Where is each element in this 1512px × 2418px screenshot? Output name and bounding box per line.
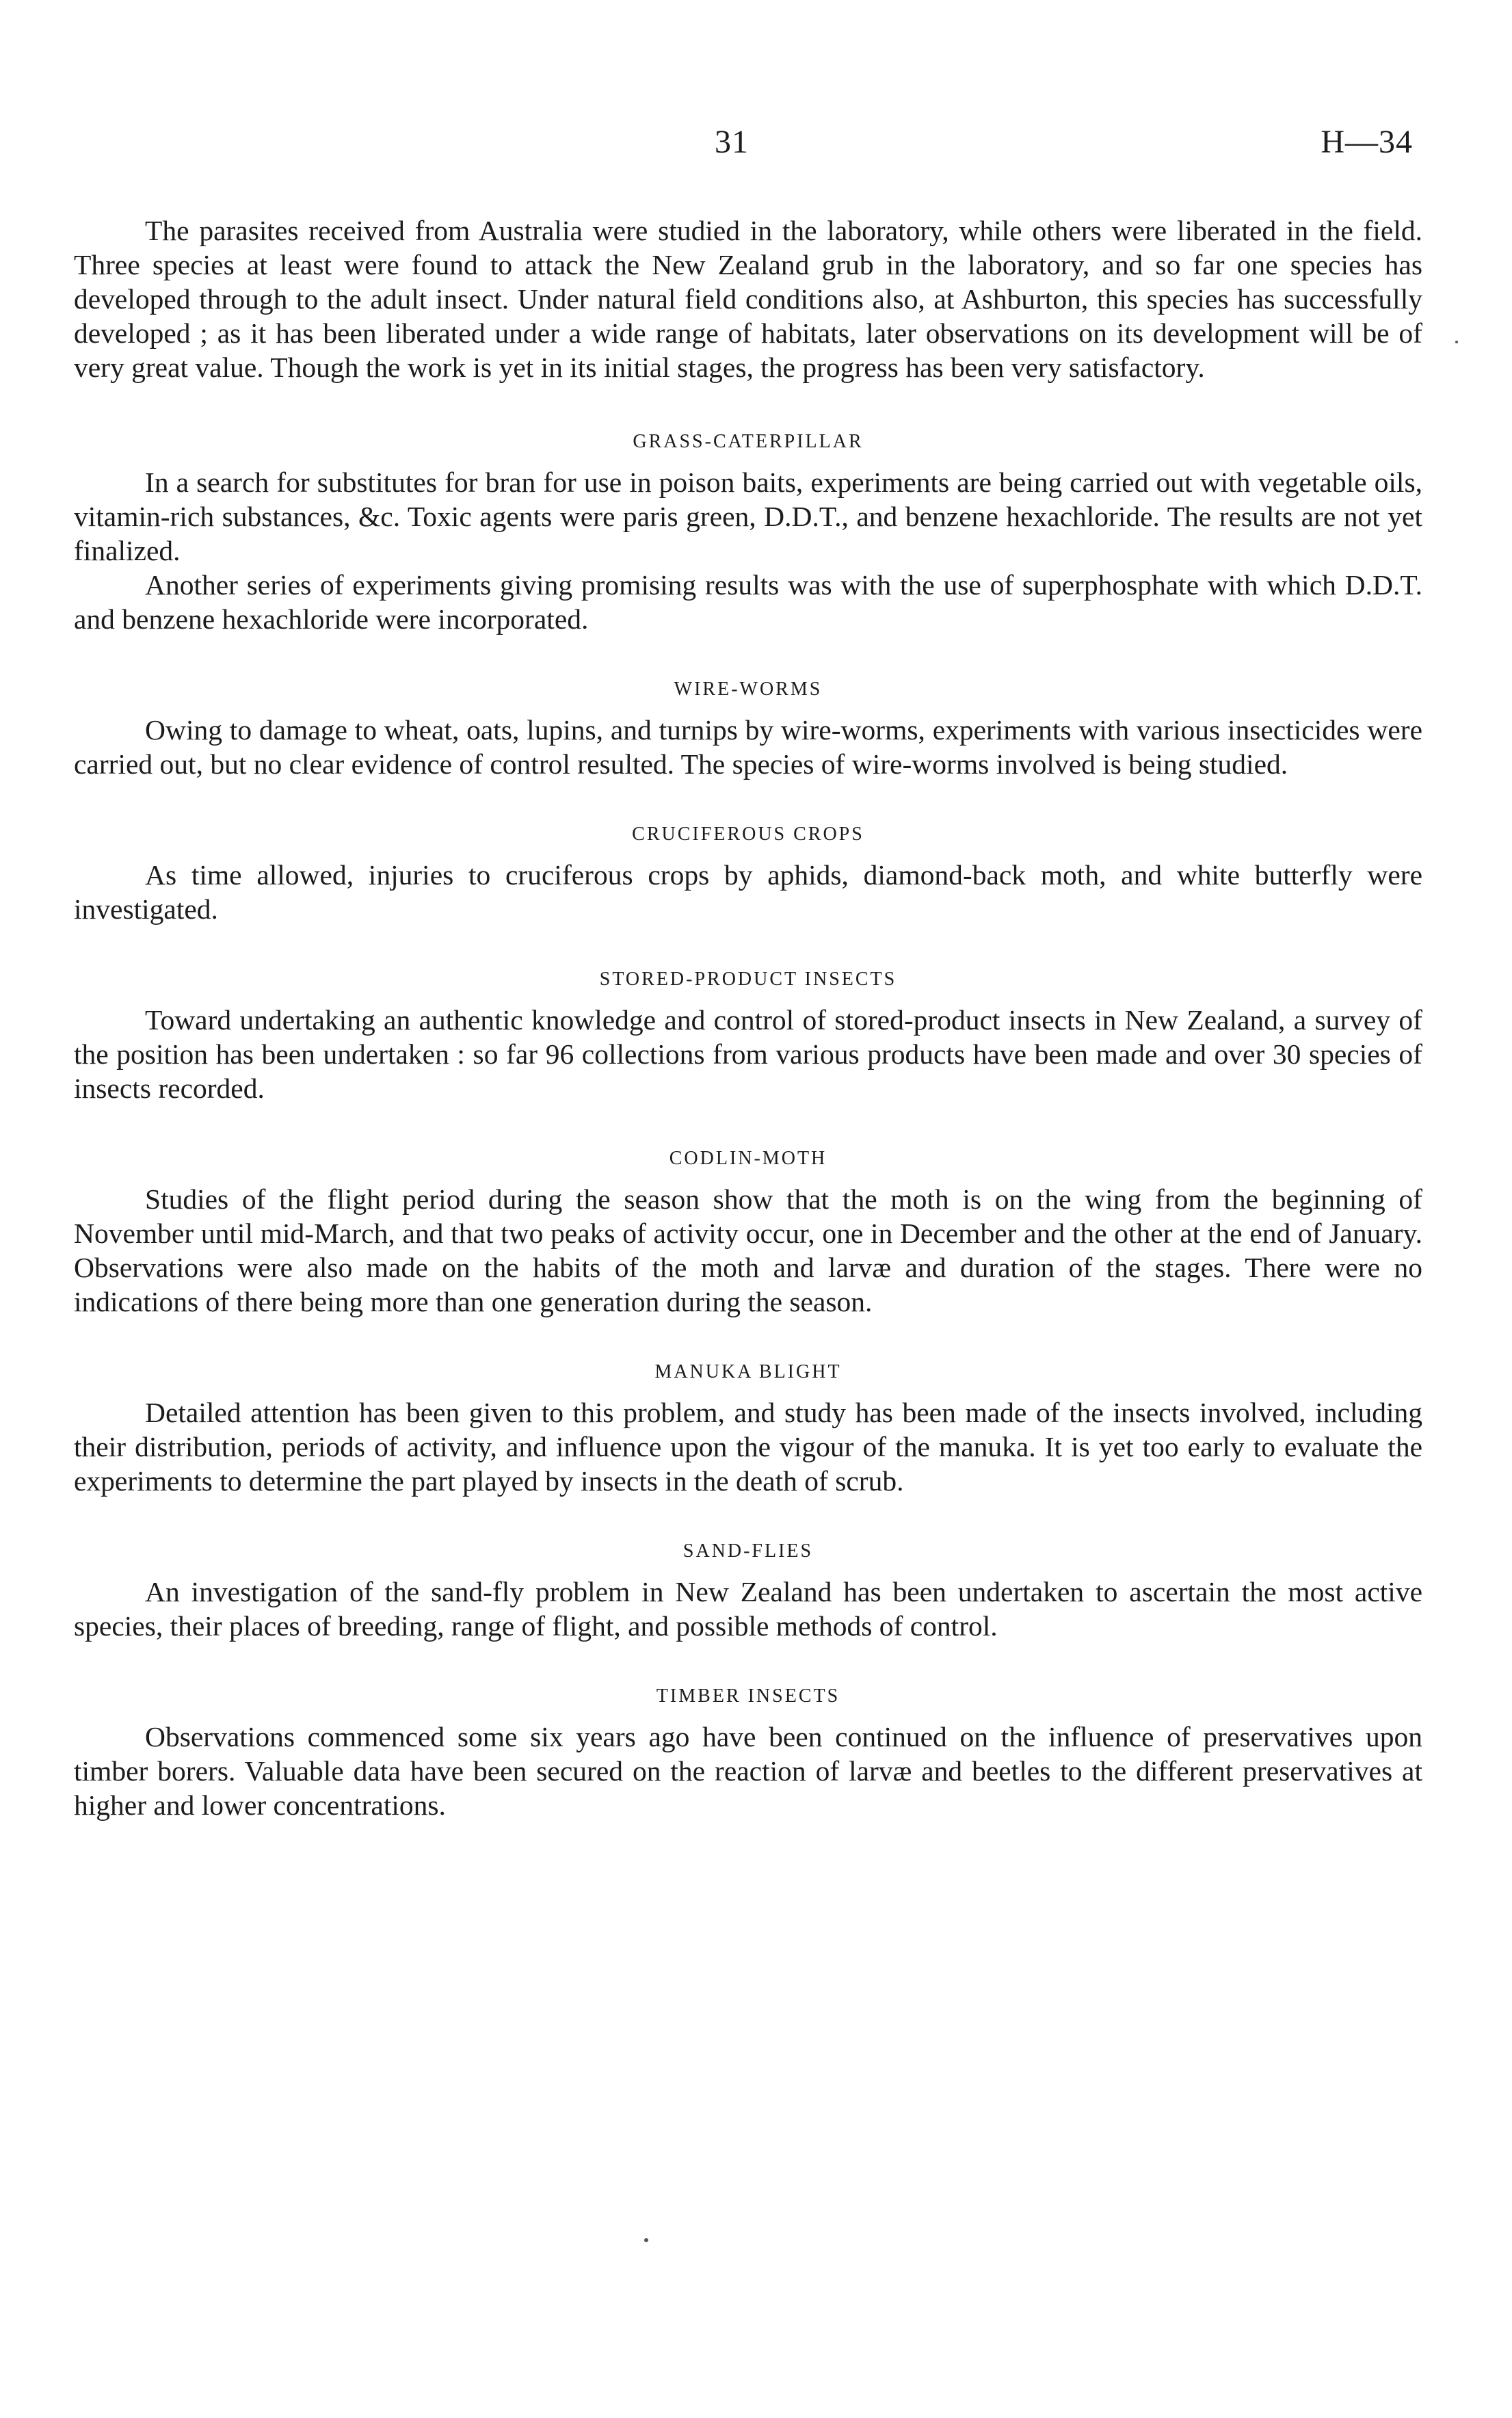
section-paragraph: Owing to damage to wheat, oats, lupins, and turnips by wire-worms, experiments with various insecticides were carried out, but no clear evidence of control resulted. The species of wire-worms involved is being studied. [74, 714, 1422, 780]
section-stored-product-insects [74, 966, 1422, 1105]
section-heading: SAND-FLIES [682, 1540, 814, 1562]
section-codlin-moth [74, 1145, 1422, 1319]
section-paragraph: Another series of experiments giving promising results was with the use of superphosphate with which D.D.T. and benzene hexachloride were incorporated. [74, 569, 1422, 635]
page-header [0, 123, 1512, 164]
section-paragraph: Studies of the flight period during the season show that the moth is on the wing from the beginning of November until mid-March, and that two peaks of activity occur, one in December and the other at the end of January. Observations were also made on the habits of the moth and larvæ and duration of the stages. There were no indications of there being more than one generation during the season. [74, 1183, 1422, 1317]
section-heading: MANUKA BLIGHT [654, 1361, 842, 1382]
section-paragraph: Detailed attention has been given to this problem, and study has been made of the insects involved, including their distribution, periods of activity, and influence upon the vigour of the manuka. It is yet too early to evaluate the experiments to determine the part played by insects in the death of scrub. [74, 1397, 1422, 1497]
section-heading: CODLIN-MOTH [669, 1148, 827, 1169]
intro-paragraph: The parasites received from Australia were studied in the laboratory, while others were liberated in the field. Three species at least were found to attack the New Zealand grub in the laboratory, and so far one species has developed through to the adult insect. Under natural field conditions also, at Ashburton, this species has successfully developed ; as it has been liberated under a wide range of habitats, later observations on its development will be of very great value. Though the work is yet in its initial stages, the progress has been very satisfactory. [74, 215, 1422, 383]
section-wire-worms [74, 676, 1422, 781]
scan-speck [1455, 341, 1458, 343]
section-heading: WIRE-WORMS [674, 679, 823, 700]
section-heading: TIMBER INSECTS [656, 1685, 840, 1707]
section-heading: STORED-PRODUCT INSECTS [599, 969, 897, 990]
section-paragraph: As time allowed, injuries to cruciferous crops by aphids, diamond-back moth, and white butterfly were investigated. [74, 859, 1422, 925]
section-grass-caterpillar [74, 428, 1422, 636]
section-sand-flies [74, 1538, 1422, 1643]
page-body [74, 213, 1422, 1862]
section-cruciferous-crops [74, 821, 1422, 926]
scan-speck [644, 2238, 648, 2242]
section-heading: CRUCIFEROUS CROPS [632, 824, 864, 845]
section-paragraph: Toward undertaking an authentic knowledge and control of stored-product insects in New Zealand, a survey of the position has been undertaken : so far 96 collections from various products have been made and over 30 species of insects recorded. [74, 1004, 1422, 1104]
section-manuka-blight [74, 1358, 1422, 1498]
page-number: 31 [715, 124, 749, 160]
section-paragraph: Observations commenced some six years ago have been continued on the influence of preservatives upon timber borers. Valuable data have been secured on the reaction of larvæ and beetles to the different preservatives at higher and lower concentrations. [74, 1721, 1422, 1821]
section-heading: GRASS-CATERPILLAR [633, 431, 864, 452]
section-paragraph: An investigation of the sand-fly problem in New Zealand has been undertaken to ascertain the most active species, their places of breeding, range of flight, and possible methods of control. [74, 1576, 1422, 1642]
section-timber-insects [74, 1683, 1422, 1822]
section-paragraph: In a search for substitutes for bran for use in poison baits, experiments are being carried out with vegetable oils, vitamin-rich substances, &c. Toxic agents were paris green, D.D.T., and benzene hexachloride. The results are not yet finalized. [74, 466, 1422, 566]
document-reference: H—34 [1321, 124, 1413, 160]
